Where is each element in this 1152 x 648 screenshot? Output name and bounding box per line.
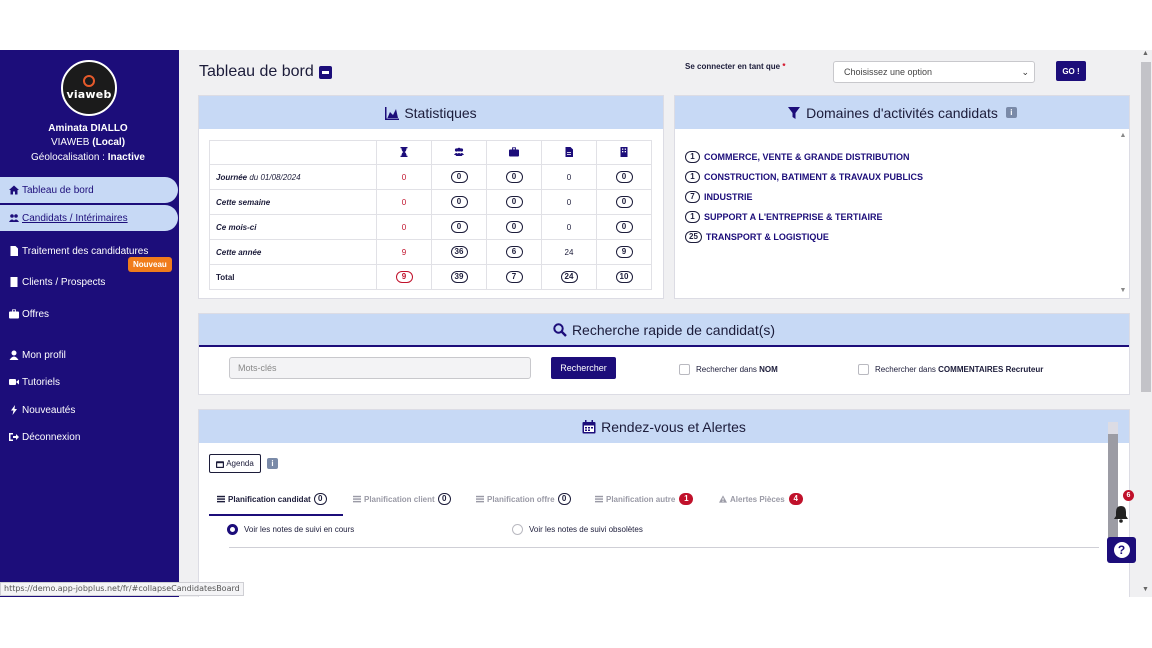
video-icon [9, 377, 19, 387]
list-icon [353, 495, 361, 503]
go-button[interactable]: GO ! [1056, 61, 1086, 81]
tab-planning-candidate[interactable]: Planification candidat 0 [217, 493, 327, 505]
search-in-name-checkbox[interactable]: Rechercher dans NOM [679, 364, 778, 375]
tab-planning-client[interactable]: Planification client 0 [353, 493, 451, 505]
list-icon [476, 495, 484, 503]
sidebar-item-tutorials[interactable]: Tutoriels [0, 369, 179, 395]
bell-icon[interactable] [1113, 505, 1129, 528]
sidebar-item-applications[interactable]: Traitement des candidatures [0, 238, 179, 264]
divider [229, 547, 1099, 548]
building-icon [597, 141, 652, 165]
company-logo[interactable] [61, 60, 117, 116]
status-bar-url: https://demo.app-jobplus.net/fr/#collapseCandidatesBoard [0, 582, 244, 596]
logo-mark-icon [83, 75, 95, 87]
bolt-icon [9, 405, 19, 415]
sidebar-item-offers[interactable]: Offres [0, 301, 179, 327]
info-icon[interactable]: i [267, 458, 278, 469]
briefcase-icon [487, 141, 542, 165]
quick-search-header[interactable]: Recherche rapide de candidat(s) [199, 314, 1129, 347]
briefcase-icon [9, 309, 19, 319]
question-icon: ? [1114, 542, 1130, 558]
sidebar-item-clients[interactable]: Clients / Prospects [0, 269, 179, 295]
new-badge: Nouveau [128, 257, 172, 272]
search-button[interactable]: Rechercher [551, 357, 616, 379]
quick-search-card [198, 313, 1130, 395]
collapse-dashboard-icon[interactable] [319, 66, 332, 79]
page-scrollbar-thumb[interactable] [1141, 62, 1151, 392]
keywords-input[interactable]: Mots-clés [229, 357, 531, 379]
logo-text: viaweb [66, 88, 112, 101]
list-item[interactable]: 25 TRANSPORT & LOGISTIQUE [685, 227, 923, 247]
list-item[interactable]: 1 SUPPORT A L'ENTREPRISE & TERTIAIRE [685, 207, 923, 227]
scroll-down-arrow[interactable]: ▼ [1119, 287, 1127, 294]
user-name: Aminata DIALLO [48, 123, 128, 134]
notification-count-badge: 6 [1123, 490, 1134, 501]
list-item[interactable]: 1 COMMERCE, VENTE & GRANDE DISTRIBUTION [685, 147, 923, 167]
domains-card [674, 95, 1130, 299]
stats-header-row [210, 141, 652, 165]
warning-icon [719, 495, 727, 503]
active-tab-indicator [209, 514, 343, 516]
page-title: Tableau de bord [199, 63, 332, 81]
users-icon [9, 213, 19, 223]
stats-row-day: Journée du 01/08/2024 0 0 0 0 0 [210, 165, 652, 190]
app-viewport [0, 50, 1152, 597]
hourglass-icon [377, 141, 432, 165]
domains-list [685, 147, 923, 247]
sidebar-item-logout[interactable]: Déconnexion [0, 424, 179, 450]
appointments-card [198, 409, 1130, 597]
scroll-up-arrow[interactable]: ▲ [1142, 50, 1149, 57]
domains-card-header[interactable]: Domaines d'activités candidats i [675, 96, 1129, 129]
file-icon [542, 141, 597, 165]
calendar-icon [582, 420, 596, 434]
signout-icon [9, 432, 19, 442]
info-icon[interactable]: i [1006, 107, 1017, 118]
calendar-icon [216, 460, 224, 468]
search-icon [553, 323, 567, 337]
users-icon [432, 141, 487, 165]
filter-icon [787, 106, 801, 120]
page-scrollbar[interactable] [1140, 50, 1152, 597]
building-icon [9, 277, 19, 287]
scroll-up-arrow[interactable]: ▲ [1119, 132, 1127, 139]
sidebar-item-profile[interactable]: Mon profil [0, 342, 179, 368]
list-item[interactable]: 7 INDUSTRIE [685, 187, 923, 207]
sidebar-item-candidates[interactable]: Candidats / Intérimaires [0, 205, 178, 231]
stats-row-week: Cette semaine 0 0 0 0 0 [210, 190, 652, 215]
stats-table [209, 140, 652, 290]
radio-current-notes[interactable]: Voir les notes de suivi en cours [227, 524, 354, 535]
stats-row-total: Total 9 39 7 24 10 [210, 265, 652, 290]
user-icon [9, 350, 19, 360]
tab-document-alerts[interactable]: Alertes Pièces 4 [719, 493, 803, 505]
sidebar-item-news[interactable]: Nouveautés [0, 397, 179, 423]
sidebar-item-dashboard[interactable]: Tableau de bord [0, 177, 178, 203]
file-icon [9, 246, 19, 256]
chevron-down-icon: ⌄ [1021, 67, 1029, 77]
tab-planning-other[interactable]: Planification autre 1 [595, 493, 693, 505]
home-icon [9, 185, 19, 195]
search-in-comments-checkbox[interactable]: Rechercher dans COMMENTAIRES Recruteur [858, 364, 1043, 375]
user-company: VIAWEB (Local) [50, 137, 126, 148]
connect-as-select[interactable]: Choisissez une option ⌄ [833, 61, 1035, 83]
sidebar [0, 50, 179, 597]
radio-obsolete-notes[interactable]: Voir les notes de suivi obsolètes [512, 524, 643, 535]
agenda-button[interactable]: Agenda [209, 454, 261, 473]
stats-card-header[interactable]: Statistiques [199, 96, 663, 129]
stats-row-month: Ce mois-ci 0 0 0 0 0 [210, 215, 652, 240]
list-icon [595, 495, 603, 503]
scroll-down-arrow[interactable]: ▼ [1142, 586, 1149, 593]
list-icon [217, 495, 225, 503]
connect-as-label: Se connecter en tant que * [685, 62, 786, 71]
stats-card [198, 95, 664, 299]
appointments-header[interactable]: Rendez-vous et Alertes [199, 410, 1129, 443]
area-chart-icon [385, 106, 399, 120]
tab-planning-offer[interactable]: Planification offre 0 [476, 493, 571, 505]
stats-row-year: Cette année 9 36 6 24 9 [210, 240, 652, 265]
help-button[interactable] [1107, 537, 1136, 563]
list-item[interactable]: 1 CONSTRUCTION, BATIMENT & TRAVAUX PUBLICS [685, 167, 923, 187]
geolocation-status: Géolocalisation : Inactive [31, 152, 145, 163]
